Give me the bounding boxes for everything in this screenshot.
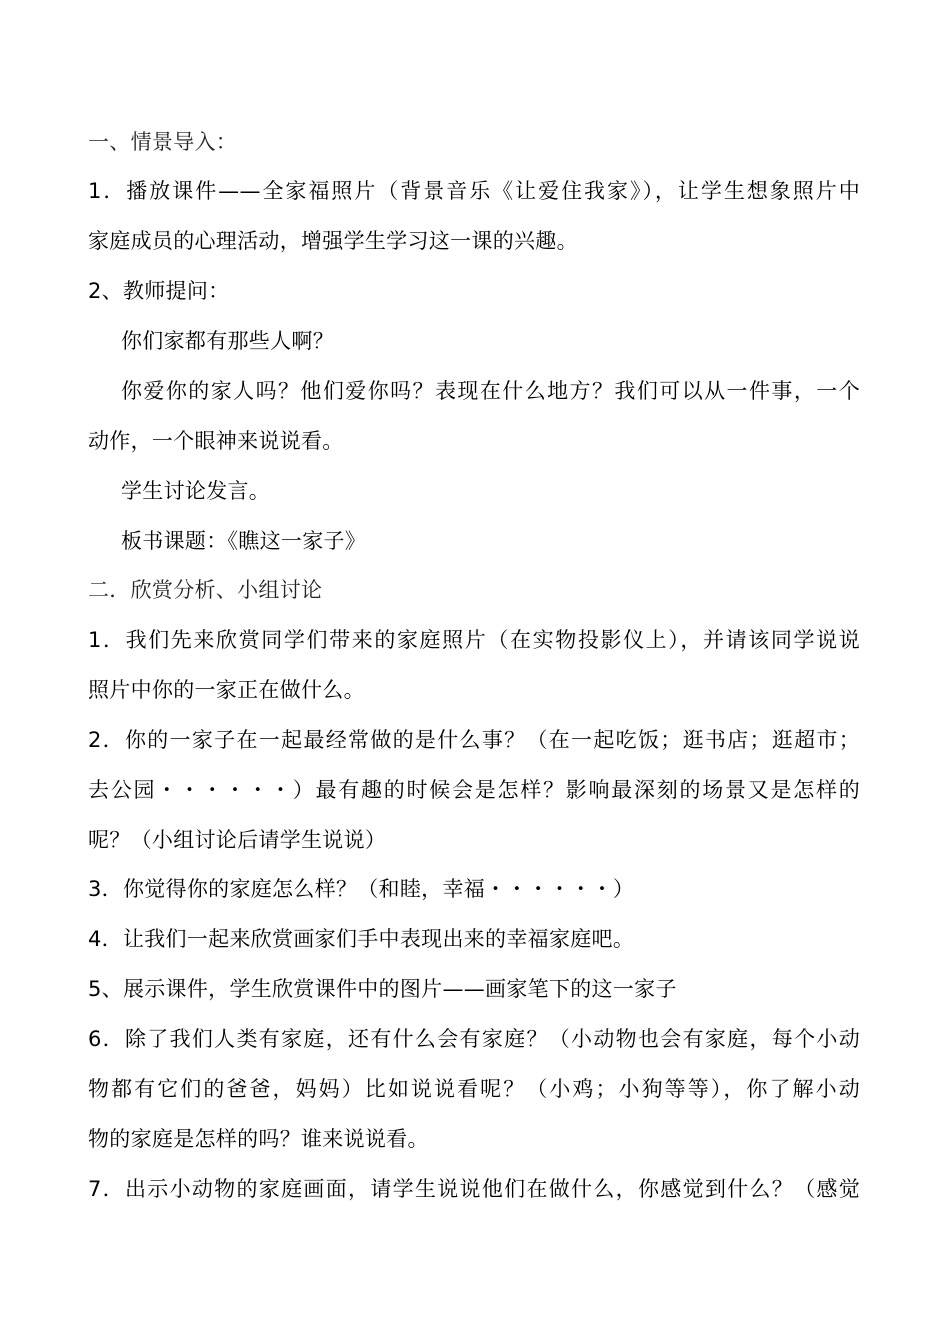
section-heading-analysis: 二．欣赏分析、小组讨论	[88, 578, 323, 602]
paragraph-line: 你爱你的家人吗？他们爱你吗？表现在什么地方？我们可以从一件事，一个	[121, 379, 860, 403]
paragraph-line: 动作，一个眼神来说说看。	[88, 429, 344, 453]
paragraph-line: 2．你的一家子在一起最经常做的是什么事？（在一起吃饭；逛书店；逛超市；	[88, 728, 860, 752]
paragraph-line: 2、教师提问：	[88, 279, 230, 303]
paragraph-line: 照片中你的一家正在做什么。	[88, 678, 365, 702]
paragraph-line: 你们家都有那些人啊？	[121, 329, 334, 353]
paragraph-line: 4．让我们一起来欣赏画家们手中表现出来的幸福家庭吧。	[88, 927, 635, 951]
paragraph-line: 呢？（小组讨论后请学生说说）	[88, 828, 387, 852]
paragraph-line: 5、展示课件，学生欣赏课件中的图片——画家笔下的这一家子	[88, 977, 677, 1001]
paragraph-line: 1．播放课件——全家福照片（背景音乐《让爱住我家》），让学生想象照片中	[88, 179, 860, 203]
section-heading-intro: 一、情景导入：	[88, 130, 238, 154]
paragraph-line: 7．出示小动物的家庭画面，请学生说说他们在做什么，你感觉到什么？（感觉	[88, 1177, 860, 1201]
paragraph-line: 1．我们先来欣赏同学们带来的家庭照片（在实物投影仪上），并请该同学说说	[88, 628, 860, 652]
paragraph-line: 3．你觉得你的家庭怎么样？（和睦，幸福・・・・・・）	[88, 877, 635, 901]
paragraph-line: 家庭成员的心理活动，增强学生学习这一课的兴趣。	[88, 229, 578, 253]
paragraph-line: 物的家庭是怎样的吗？谁来说说看。	[88, 1127, 429, 1151]
paragraph-line: 物都有它们的爸爸，妈妈）比如说说看呢？（小鸡；小狗等等），你了解小动	[88, 1077, 860, 1101]
paragraph-line: 6．除了我们人类有家庭，还有什么会有家庭？（小动物也会有家庭，每个小动	[88, 1027, 860, 1051]
paragraph-line: 板书课题：《瞧这一家子》	[121, 529, 367, 553]
paragraph-line: 学生讨论发言。	[121, 479, 271, 503]
paragraph-line: 去公园・・・・・・）最有趣的时候会是怎样？影响最深刻的场景又是怎样的	[88, 778, 860, 802]
